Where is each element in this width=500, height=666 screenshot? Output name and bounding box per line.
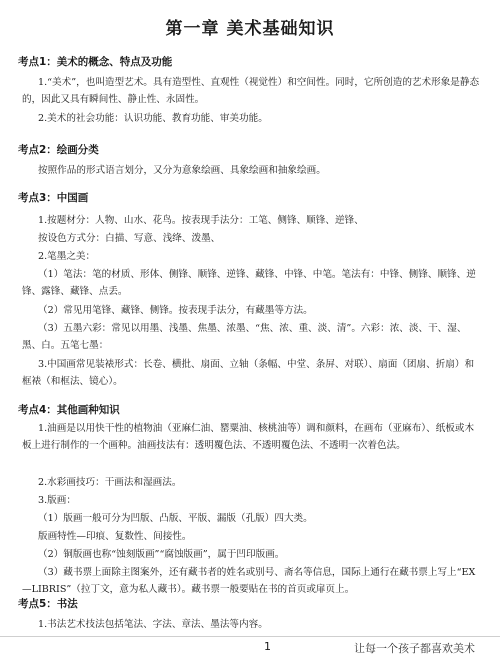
section-4-para-3: 3.版画： bbox=[38, 495, 76, 506]
section-4-para-4: （1）版画一般可分为凹版、凸版、平版、漏版（孔版）四大类。 bbox=[38, 513, 313, 524]
section-heading-2: 考点2：绘画分类 bbox=[18, 144, 99, 156]
section-heading-4: 考点4：其他画种知识 bbox=[18, 404, 120, 416]
section-3-para-4: （1）笔法：笔的材质、形体、侧锋、顺锋、逆锋、藏锋、中锋、中笔。笔法有：中锋、侧锋、顺锋、逆锋、露锋、藏锋、点丢。 bbox=[22, 269, 476, 297]
section-4-para-2: 2.水彩画技巧：干画法和湿画法。 bbox=[38, 477, 182, 488]
chapter-title: 第一章 美术基础知识 bbox=[165, 19, 335, 39]
section-3-para-5: （2）常见用笔锋、藏锋、侧锋。按表现手法分，有藏墨等方法。 bbox=[38, 305, 313, 316]
section-1-para-2: 2.美术的社会功能：认识功能、教育功能、审美功能。 bbox=[38, 113, 268, 124]
section-4-para-5: 版画特性—印痕、复数性、间接性。 bbox=[38, 531, 192, 542]
section-3-para-3: 2.笔墨之美： bbox=[38, 251, 96, 262]
section-3-para-1: 1.按题材分：人物、山水、花鸟。按表现手法分：工笔、侧锋、顺锋、逆锋、 bbox=[38, 215, 364, 226]
section-heading-5: 考点5：书法 bbox=[18, 598, 78, 610]
section-3-para-7: 3.中国画常见装裱形式：长卷、横批、扇面、立轴（条幅、中堂、条屏、对联）、扇面（团扇、折扇）和框裱（和框法、镜心）。 bbox=[22, 359, 475, 387]
section-3-para-2: 按设色方式分：白描、写意、浅绛、泼墨、 bbox=[38, 233, 221, 244]
watermark-text: 让每一个孩子都喜欢美术 bbox=[354, 642, 475, 655]
page-number: 1 bbox=[264, 640, 271, 653]
section-heading-3: 考点3：中国画 bbox=[18, 192, 89, 204]
section-heading-1: 考点1：美术的概念、特点及功能 bbox=[18, 56, 173, 68]
section-2-para-1: 按照作品的形式语言划分，又分为意象绘画、具象绘画和抽象绘画。 bbox=[38, 165, 326, 176]
section-4-para-1: 1.油画是以用快干性的植物油（亚麻仁油、罂粟油、核桃油等）调和颜料，在画布（亚麻布）、纸板或木板上进行制作的一个画种。油画技法有：透明覆色法、不透明覆色法、不透明一次着色法。 bbox=[22, 423, 475, 451]
section-3-para-6: （3）五墨六彩：常见以用墨、浅墨、焦墨、浓墨、“焦、浓、重、淡、清”。六彩：浓、淡、干、湿、黑、白。五笔七墨： bbox=[22, 323, 467, 351]
section-5-para-1: 1.书法艺术技法包括笔法、字法、章法、墨法等内容。 bbox=[38, 619, 268, 630]
footer-divider bbox=[0, 636, 500, 637]
section-4-para-6: （2）铜版画也称“蚀刻版画”“腐蚀版画”，属于凹印版画。 bbox=[38, 549, 285, 560]
section-4-para-7: （3）藏书票上面除主图案外，还有藏书者的姓名或别号、斋名等信息，国际上通行在藏书票上写上“EX—LIBRIS”（拉丁文，意为私人藏书）。藏书票一般要贴在书的首页或扉页上。 bbox=[22, 567, 476, 595]
section-1-para-1: 1.“美术”，也叫造型艺术。具有造型性、直观性（视觉性）和空间性。同时，它所创造的艺术形象是静态的，因此又具有瞬间性、静止性、永固性。 bbox=[22, 77, 480, 105]
